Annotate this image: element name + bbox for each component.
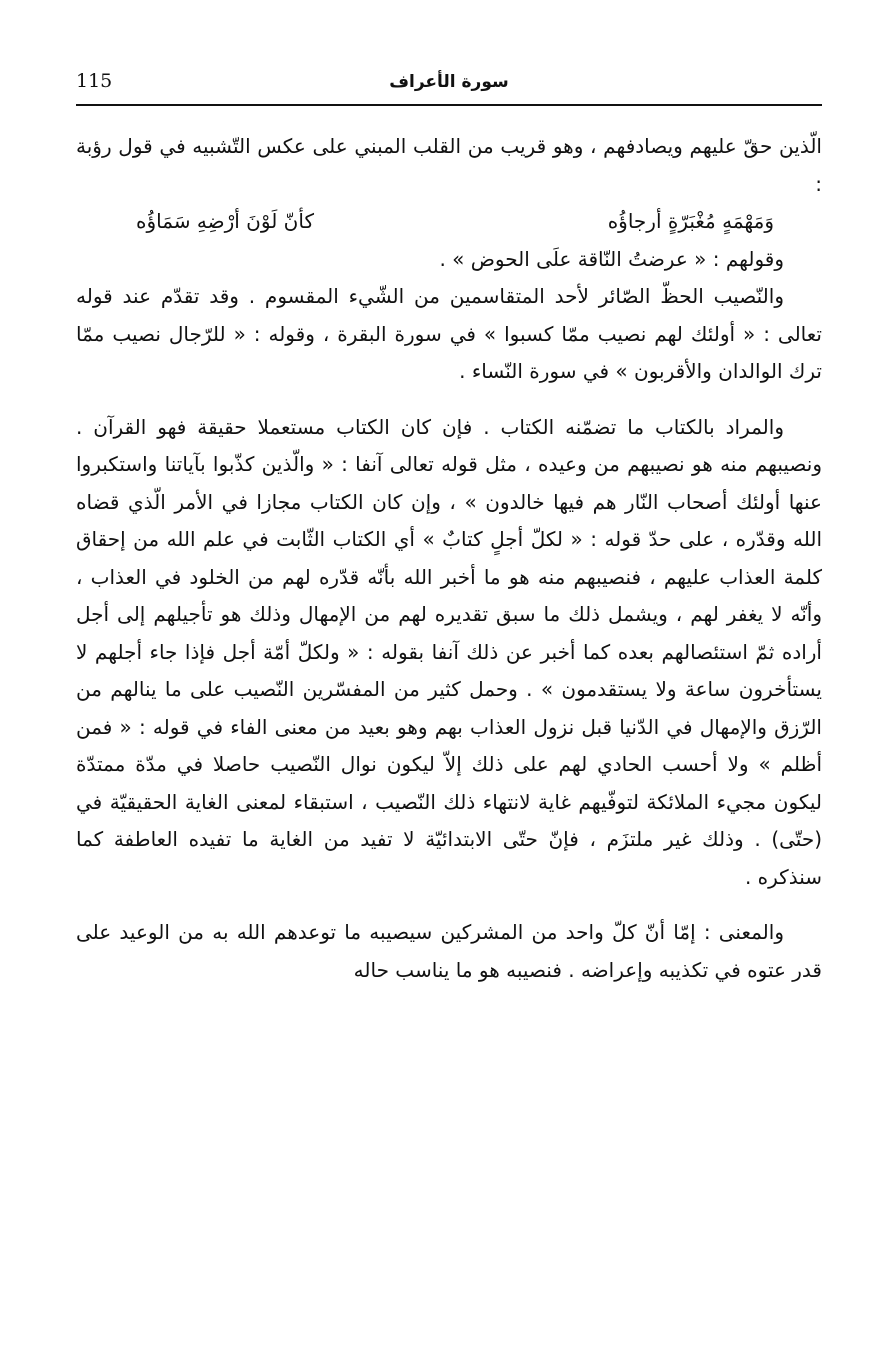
poetry-verse	[76, 203, 822, 241]
page-header	[76, 66, 822, 104]
running-title: سورة الأعراف	[389, 72, 509, 92]
paragraph-naseeb: والنّصيب الحظّ الصّائر لأحد المتقاسمين من الشّيء المقسوم . وقد تقدّم عند قوله تعالى : « أولئك لهم نصيب ممّا كسبوا » في سورة البقرة ، وقوله : « للرّجال نصيب ممّا ترك الوالدان والأقربون » في سورة النّساء .	[76, 284, 822, 383]
paragraph-intro: الّذين حقّ عليهم ويصادفهم ، وهو قريب من القلب المبني على عكس التّشبيه في قول رؤبة :	[76, 134, 822, 196]
page-number: 115	[76, 70, 113, 92]
paragraph-kitab: والمراد بالكتاب ما تضمّنه الكتاب . فإن كان الكتاب مستعملا حقيقة فهو القرآن . ونصيبهم منه هو نصيبهم من وعيده ، مثل قوله تعالى آنفا : « والّذين كذّبوا بآياتنا واستكبروا عنها أولئك أصحاب النّار هم فيها خالدون » ، وإن كان الكتاب مجازا في الأمر الّذي قضاه الله وقدّره ، على حدّ قوله : « لكلّ أجلٍ كتابٌ » أي الكتاب الثّابت في علم الله من إحقاق كلمة العذاب عليهم ، فنصيبهم منه هو ما أخبر الله بأنّه قدّره لهم من الخلود في العذاب ، وأنّه لا يغفر لهم ، ويشمل ذلك ما سبق تقديره لهم من الإمهال وذلك هو تأجيلهم إلى أجل أراده ثمّ استئصالهم بعده كما أخبر عن ذلك آنفا بقوله : « ولكلّ أمّة أجل فإذا جاء أجلهم لا يستأخرون ساعة ولا يستقدمون » . وحمل كثير من المفسّرين النّصيب على ما ينالهم من الرّزق والإمهال في الدّنيا قبل نزول العذاب بهم وهو بعيد من معنى الفاء في قوله : « فمن أظلم » ولا أحسب الحادي لهم على ذلك إلاّ ليكون نوال النّصيب حاصلا في مدّة ممتدّة ليكون مجيء الملائكة لتوفّيهم غاية لانتهاء ذلك النّصيب ، استبقاء لمعنى الغاية الحقيقيّة في (حتّى) . وذلك غير ملتزَم ، فإنّ حتّى الابتدائيّة لا تفيد من الغاية ما تفيده العاطفة كما سنذكره .	[76, 414, 822, 889]
verse-hemistich-2: كأنّ لَوْنَ أرْضِهِ سَمَاؤُه	[136, 209, 314, 233]
verse-hemistich-1: وَمَهْمَهٍ مُغْبَرّةٍ أرجاؤُه	[607, 209, 774, 233]
paragraph-meaning: والمعنى : إمّا أنّ كلّ واحد من المشركين سيصيبه ما توعدهم الله به من الوعيد على قدر عتوه في تكذيبه وإعراضه . فنصيبه هو ما يناسب حاله	[76, 920, 822, 982]
body-text	[76, 128, 822, 989]
paragraph-saying: وقولهم : « عرضتُ النّاقة علَى الحوض » .	[439, 246, 784, 271]
header-rule	[76, 104, 822, 106]
